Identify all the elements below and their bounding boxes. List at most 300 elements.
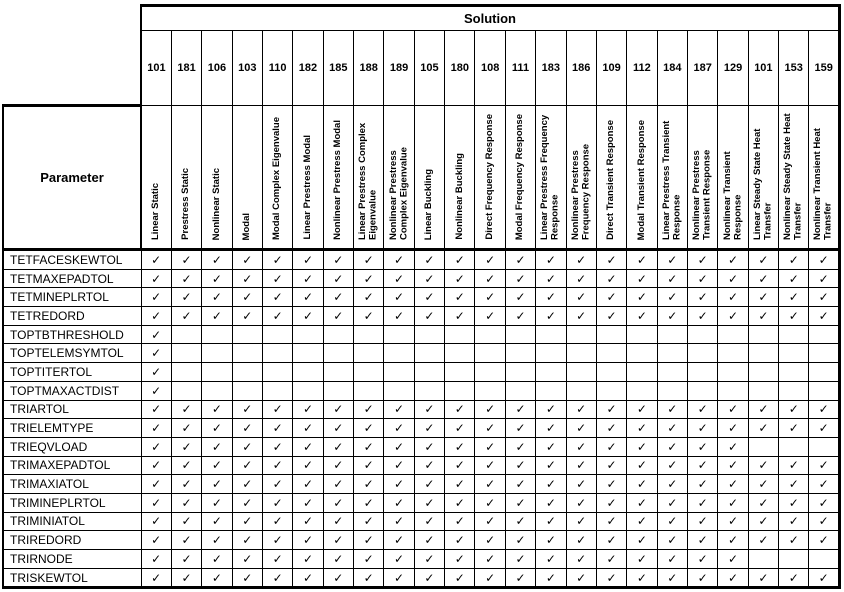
checkmark-icon: ✓ (151, 495, 162, 510)
checkmark-icon: ✓ (151, 421, 162, 436)
parameter-row (3, 419, 840, 438)
check-cell (809, 456, 840, 475)
solution-label-text: Nonlinear Buckling (453, 153, 465, 240)
check-cell (475, 419, 505, 438)
checkmark-icon: ✓ (667, 533, 678, 548)
checkmark-icon: ✓ (424, 421, 435, 436)
checkmark-icon: ✓ (272, 308, 283, 323)
check-cell (687, 269, 717, 288)
check-cell (354, 493, 384, 512)
parameter-name: TRIREDORD (3, 531, 141, 550)
check-cell (293, 568, 323, 588)
check-cell (171, 475, 201, 494)
checkmark-icon: ✓ (394, 570, 405, 585)
check-cell (627, 307, 657, 326)
checkmark-icon: ✓ (606, 308, 617, 323)
checkmark-icon: ✓ (576, 402, 587, 417)
check-cell (657, 419, 687, 438)
checkmark-icon: ✓ (576, 290, 587, 305)
solution-label (627, 106, 657, 250)
check-cell (141, 363, 171, 382)
empty-cell (445, 363, 475, 382)
checkmark-icon: ✓ (333, 495, 344, 510)
solution-label (293, 106, 323, 250)
empty-cell (687, 325, 717, 344)
checkmark-icon: ✓ (181, 271, 192, 286)
solution-label-text: Modal Transient Response (635, 119, 647, 240)
solution-label-text: Direct Transient Response (605, 120, 617, 240)
corner-blank (3, 31, 141, 106)
check-cell (627, 288, 657, 307)
checkmark-icon: ✓ (302, 439, 313, 454)
checkmark-icon: ✓ (272, 570, 283, 585)
parameter-row (3, 475, 840, 494)
check-cell (505, 400, 535, 419)
check-cell (354, 307, 384, 326)
checkmark-icon: ✓ (636, 458, 647, 473)
check-cell (323, 512, 353, 531)
checkmark-icon: ✓ (515, 290, 526, 305)
check-cell (445, 400, 475, 419)
check-cell (141, 325, 171, 344)
checkmark-icon: ✓ (576, 458, 587, 473)
check-cell (596, 493, 626, 512)
check-cell (262, 493, 292, 512)
checkmark-icon: ✓ (424, 458, 435, 473)
checkmark-icon: ✓ (606, 495, 617, 510)
check-cell (596, 419, 626, 438)
checkmark-icon: ✓ (333, 533, 344, 548)
check-cell (262, 288, 292, 307)
check-cell (505, 437, 535, 456)
checkmark-icon: ✓ (818, 533, 829, 548)
check-cell (779, 288, 809, 307)
check-cell (627, 419, 657, 438)
check-cell (596, 568, 626, 588)
check-cell (232, 400, 262, 419)
check-cell (384, 512, 414, 531)
check-cell (505, 288, 535, 307)
check-cell (293, 456, 323, 475)
check-cell (171, 400, 201, 419)
solution-label (566, 106, 596, 250)
check-cell (323, 269, 353, 288)
checkmark-icon: ✓ (485, 570, 496, 585)
check-cell (354, 531, 384, 550)
checkmark-icon: ✓ (727, 477, 739, 492)
solution-label-text: Prestress Static (180, 168, 192, 240)
check-cell (718, 512, 748, 531)
check-cell (536, 269, 566, 288)
checkmark-icon: ✓ (151, 439, 162, 454)
solution-number: 188 (354, 31, 384, 106)
checkmark-icon: ✓ (576, 551, 587, 566)
solution-label-text: Modal Frequency Response (514, 113, 526, 240)
check-cell (596, 400, 626, 419)
check-cell (323, 475, 353, 494)
checkmark-icon: ✓ (788, 495, 799, 510)
checkmark-icon: ✓ (818, 308, 829, 323)
parameter-name: TRIMINIATOL (3, 512, 141, 531)
checkmark-icon: ✓ (333, 514, 344, 529)
solution-label (779, 106, 809, 250)
solution-group-row (3, 6, 840, 31)
check-cell (171, 493, 201, 512)
checkmark-icon: ✓ (363, 570, 374, 585)
checkmark-icon: ✓ (333, 551, 344, 566)
checkmark-icon: ✓ (363, 514, 374, 529)
checkmark-icon: ✓ (363, 402, 374, 417)
check-cell (293, 531, 323, 550)
checkmark-icon: ✓ (363, 421, 374, 436)
check-cell (687, 419, 717, 438)
check-cell (293, 512, 323, 531)
check-cell (262, 269, 292, 288)
empty-cell (718, 344, 748, 363)
check-cell (354, 550, 384, 569)
solution-number: 101 (748, 31, 778, 106)
solution-label (475, 106, 505, 250)
solution-label (202, 106, 232, 250)
checkmark-icon: ✓ (424, 533, 435, 548)
parameter-name: TETMINEPLRTOL (3, 288, 141, 307)
empty-cell (718, 381, 748, 400)
check-cell (232, 307, 262, 326)
check-cell (505, 475, 535, 494)
checkmark-icon: ✓ (788, 252, 799, 267)
checkmark-icon: ✓ (515, 308, 526, 323)
check-cell (505, 419, 535, 438)
empty-cell (687, 363, 717, 382)
checkmark-icon: ✓ (515, 477, 526, 492)
checkmark-icon: ✓ (211, 252, 222, 267)
check-cell (748, 269, 778, 288)
checkmark-icon: ✓ (242, 570, 253, 585)
empty-cell (536, 381, 566, 400)
checkmark-icon: ✓ (515, 514, 526, 529)
parameter-name: TRISKEWTOL (3, 568, 141, 588)
checkmark-icon: ✓ (788, 458, 799, 473)
check-cell (171, 550, 201, 569)
checkmark-icon: ✓ (181, 252, 192, 267)
empty-cell (657, 363, 687, 382)
check-cell (202, 250, 232, 270)
checkmark-icon: ✓ (727, 252, 739, 267)
checkmark-icon: ✓ (181, 495, 192, 510)
empty-cell (505, 325, 535, 344)
check-cell (323, 531, 353, 550)
check-cell (293, 250, 323, 270)
checkmark-icon: ✓ (485, 421, 496, 436)
solution-label-text: Linear Static (150, 182, 162, 240)
parameter-row (3, 456, 840, 475)
check-cell (171, 531, 201, 550)
checkmark-icon: ✓ (636, 439, 647, 454)
checkmark-icon: ✓ (788, 308, 799, 323)
checkmark-icon: ✓ (758, 421, 769, 436)
checkmark-icon: ✓ (758, 271, 769, 286)
check-cell (445, 250, 475, 270)
solution-label (505, 106, 535, 250)
empty-cell (323, 363, 353, 382)
checkmark-icon: ✓ (424, 271, 435, 286)
check-cell (596, 531, 626, 550)
check-cell (141, 250, 171, 270)
checkmark-icon: ✓ (727, 495, 739, 510)
solution-label (596, 106, 626, 250)
empty-cell (566, 363, 596, 382)
parameter-row (3, 344, 840, 363)
checkmark-icon: ✓ (576, 271, 587, 286)
check-cell (475, 250, 505, 270)
empty-cell (293, 363, 323, 382)
solution-label (232, 106, 262, 250)
checkmark-icon: ✓ (272, 551, 283, 566)
checkmark-icon: ✓ (424, 495, 435, 510)
checkmark-icon: ✓ (667, 495, 678, 510)
empty-cell (809, 550, 840, 569)
checkmark-icon: ✓ (424, 551, 435, 566)
check-cell (779, 419, 809, 438)
check-cell (505, 456, 535, 475)
solution-label (171, 106, 201, 250)
check-cell (566, 512, 596, 531)
empty-cell (687, 344, 717, 363)
empty-cell (354, 381, 384, 400)
checkmark-icon: ✓ (636, 533, 647, 548)
check-cell (566, 475, 596, 494)
parameter-row (3, 550, 840, 569)
check-cell (414, 288, 444, 307)
solution-number: 153 (779, 31, 809, 106)
check-cell (262, 475, 292, 494)
checkmark-icon: ✓ (697, 570, 708, 585)
check-cell (232, 269, 262, 288)
check-cell (445, 493, 475, 512)
checkmark-icon: ✓ (576, 570, 587, 585)
check-cell (657, 400, 687, 419)
checkmark-icon: ✓ (818, 570, 829, 585)
checkmark-icon: ✓ (454, 252, 465, 267)
checkmark-icon: ✓ (394, 402, 405, 417)
checkmark-icon: ✓ (758, 308, 769, 323)
checkmark-icon: ✓ (454, 514, 465, 529)
checkmark-icon: ✓ (485, 458, 496, 473)
checkmark-icon: ✓ (242, 290, 253, 305)
check-cell (687, 550, 717, 569)
empty-cell (475, 381, 505, 400)
checkmark-icon: ✓ (363, 308, 374, 323)
checkmark-icon: ✓ (727, 290, 739, 305)
empty-cell (779, 363, 809, 382)
checkmark-icon: ✓ (636, 477, 647, 492)
solution-label (657, 106, 687, 250)
parameter-header: Parameter (3, 106, 141, 250)
checkmark-icon: ✓ (394, 533, 405, 548)
checkmark-icon: ✓ (545, 458, 556, 473)
check-cell (293, 288, 323, 307)
check-cell (354, 400, 384, 419)
check-cell (293, 550, 323, 569)
check-cell (475, 512, 505, 531)
check-cell (354, 475, 384, 494)
check-cell (354, 456, 384, 475)
checkmark-icon: ✓ (242, 439, 253, 454)
parameter-row (3, 512, 840, 531)
checkmark-icon: ✓ (151, 570, 162, 585)
check-cell (384, 568, 414, 588)
check-cell (323, 400, 353, 419)
checkmark-icon: ✓ (181, 477, 192, 492)
check-cell (202, 493, 232, 512)
checkmark-icon: ✓ (818, 458, 829, 473)
empty-cell (748, 325, 778, 344)
solution-label (141, 106, 171, 250)
checkmark-icon: ✓ (636, 421, 647, 436)
checkmark-icon: ✓ (211, 290, 222, 305)
check-cell (748, 531, 778, 550)
checkmark-icon: ✓ (454, 421, 465, 436)
checkmark-icon: ✓ (151, 290, 162, 305)
checkmark-icon: ✓ (818, 514, 829, 529)
checkmark-icon: ✓ (272, 402, 283, 417)
checkmark-icon: ✓ (333, 421, 344, 436)
checkmark-icon: ✓ (818, 252, 829, 267)
checkmark-icon: ✓ (667, 439, 678, 454)
solution-label-text: Nonlinear Prestress Transient Response (691, 149, 713, 240)
check-cell (202, 437, 232, 456)
checkmark-icon: ✓ (394, 421, 405, 436)
parameter-name: TETFACESKEWTOL (3, 250, 141, 270)
check-cell (809, 419, 840, 438)
checkmark-icon: ✓ (636, 308, 647, 323)
checkmark-icon: ✓ (302, 477, 313, 492)
checkmark-icon: ✓ (272, 290, 283, 305)
check-cell (779, 456, 809, 475)
check-cell (384, 550, 414, 569)
empty-cell (657, 381, 687, 400)
checkmark-icon: ✓ (211, 570, 222, 585)
checkmark-icon: ✓ (424, 308, 435, 323)
checkmark-icon: ✓ (242, 458, 253, 473)
empty-cell (748, 344, 778, 363)
checkmark-icon: ✓ (788, 290, 799, 305)
empty-cell (323, 325, 353, 344)
checkmark-icon: ✓ (363, 533, 374, 548)
check-cell (809, 568, 840, 588)
solution-number: 101 (141, 31, 171, 106)
check-cell (262, 437, 292, 456)
checkmark-icon: ✓ (242, 533, 253, 548)
checkmark-icon: ✓ (545, 402, 556, 417)
check-cell (687, 493, 717, 512)
check-cell (293, 493, 323, 512)
check-cell (171, 288, 201, 307)
empty-cell (779, 550, 809, 569)
checkmark-icon: ✓ (394, 477, 405, 492)
checkmark-icon: ✓ (515, 252, 526, 267)
checkmark-icon: ✓ (788, 421, 799, 436)
check-cell (354, 288, 384, 307)
empty-cell (596, 325, 626, 344)
check-cell (536, 307, 566, 326)
solution-label (354, 106, 384, 250)
empty-cell (566, 381, 596, 400)
checkmark-icon: ✓ (333, 439, 344, 454)
check-cell (141, 269, 171, 288)
check-cell (384, 493, 414, 512)
check-cell (323, 419, 353, 438)
checkmark-icon: ✓ (758, 402, 769, 417)
check-cell (414, 550, 444, 569)
check-cell (505, 550, 535, 569)
empty-cell (809, 344, 840, 363)
checkmark-icon: ✓ (485, 514, 496, 529)
checkmark-icon: ✓ (363, 458, 374, 473)
check-cell (232, 531, 262, 550)
check-cell (687, 512, 717, 531)
empty-cell (809, 363, 840, 382)
checkmark-icon: ✓ (545, 514, 556, 529)
checkmark-icon: ✓ (363, 495, 374, 510)
check-cell (445, 288, 475, 307)
solution-label-text: Linear Steady State Heat Transfer (751, 128, 774, 240)
check-cell (687, 456, 717, 475)
checkmark-icon: ✓ (211, 308, 222, 323)
check-cell (748, 475, 778, 494)
checkmark-icon: ✓ (454, 308, 465, 323)
checkmark-icon: ✓ (242, 402, 253, 417)
checkmark-icon: ✓ (788, 570, 799, 585)
check-cell (354, 269, 384, 288)
checkmark-icon: ✓ (667, 252, 678, 267)
checkmark-icon: ✓ (272, 514, 283, 529)
checkmark-icon: ✓ (667, 551, 678, 566)
check-cell (718, 456, 748, 475)
empty-cell (505, 344, 535, 363)
check-cell (748, 512, 778, 531)
empty-cell (171, 325, 201, 344)
checkmark-icon: ✓ (242, 252, 253, 267)
empty-cell (232, 344, 262, 363)
checkmark-icon: ✓ (394, 458, 405, 473)
checkmark-icon: ✓ (302, 570, 313, 585)
checkmark-icon: ✓ (545, 421, 556, 436)
check-cell (171, 512, 201, 531)
solution-label-text: Linear Prestress Complex Eigenvalue (357, 122, 379, 240)
check-cell (141, 512, 171, 531)
checkmark-icon: ✓ (758, 570, 769, 585)
check-cell (293, 475, 323, 494)
check-cell (171, 456, 201, 475)
checkmark-icon: ✓ (485, 290, 496, 305)
check-cell (536, 400, 566, 419)
checkmark-icon: ✓ (333, 477, 344, 492)
checkmark-icon: ✓ (788, 402, 799, 417)
checkmark-icon: ✓ (151, 364, 162, 379)
check-cell (232, 250, 262, 270)
check-cell (323, 456, 353, 475)
check-cell (809, 400, 840, 419)
checkmark-icon: ✓ (788, 271, 799, 286)
empty-cell (657, 325, 687, 344)
parameter-name: TOPTITERTOL (3, 363, 141, 382)
checkmark-icon: ✓ (727, 551, 739, 566)
checkmark-icon: ✓ (758, 495, 769, 510)
checkmark-icon: ✓ (302, 402, 313, 417)
checkmark-icon: ✓ (333, 570, 344, 585)
solution-label-text: Linear Prestress Transient Response (660, 120, 683, 240)
